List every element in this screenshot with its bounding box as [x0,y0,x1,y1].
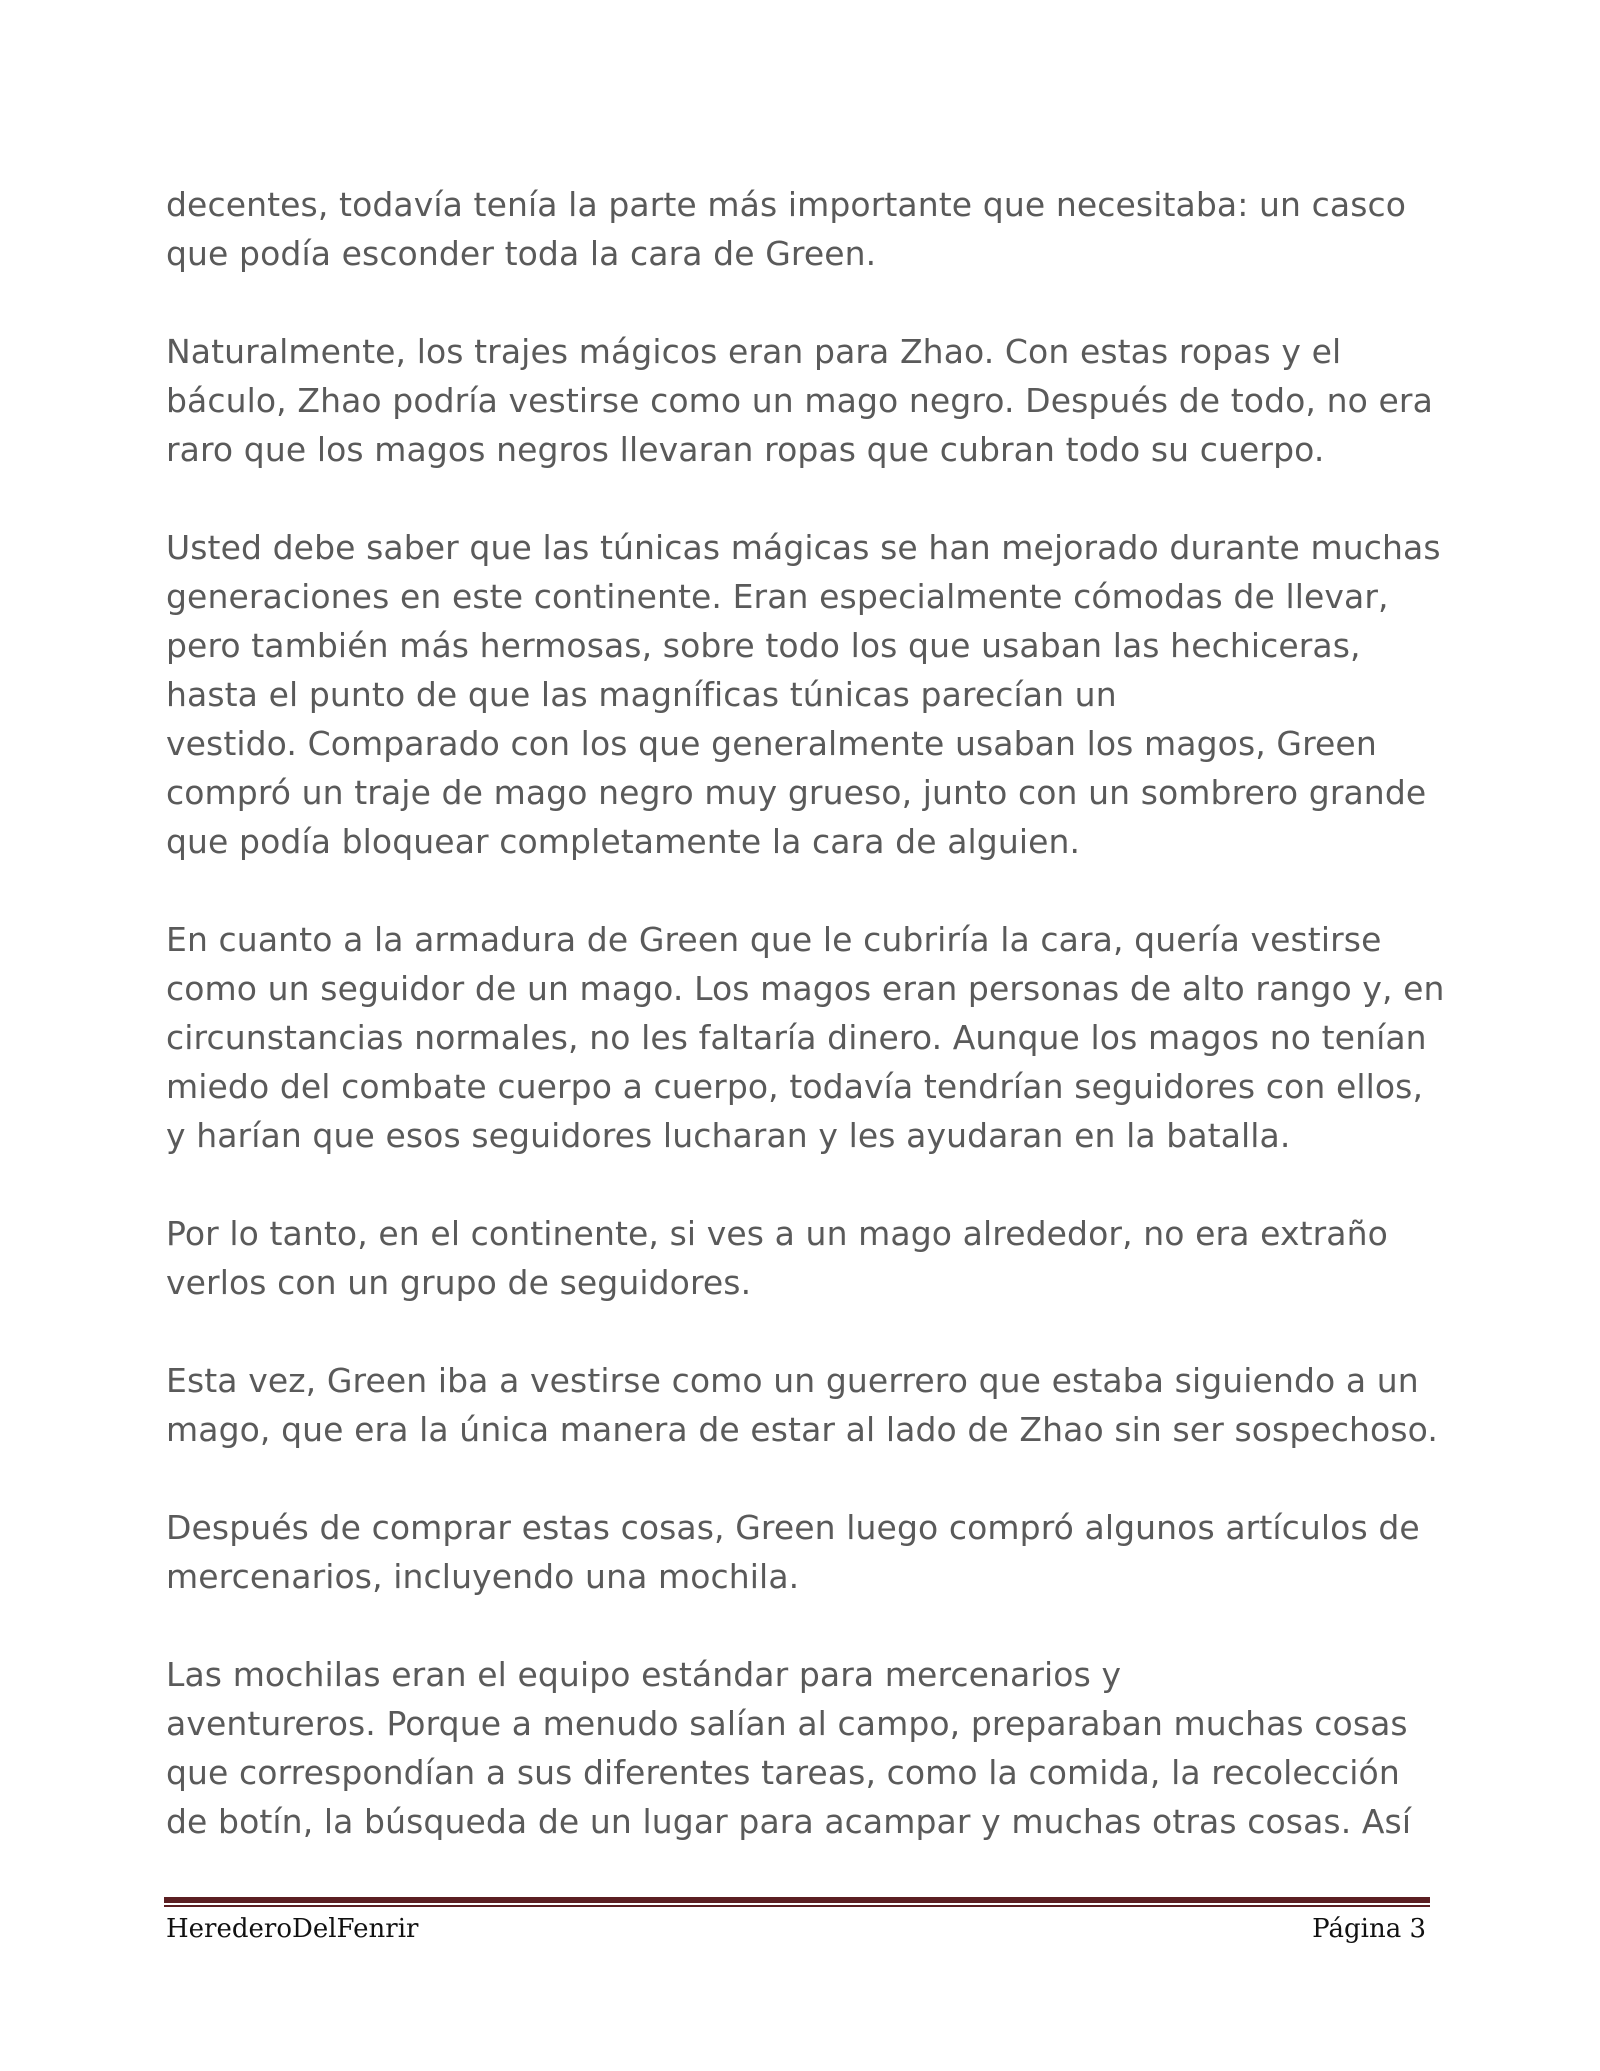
text-line: vestido. Comparado con los que generalmente usaban los magos, Green [166,724,1377,763]
text-line: Por lo tanto, en el continente, si ves a un mago alrededor, no era extraño [166,1214,1388,1253]
text-line: En cuanto a la armadura de Green que le cubriría la cara, quería vestirse [166,920,1382,959]
text-line: mercenarios, incluyendo una mochila. [166,1557,800,1596]
text-line: aventureros. Porque a menudo salían al campo, preparaban muchas cosas [166,1704,1408,1743]
text-line: Las mochilas eran el equipo estándar para mercenarios y [166,1655,1122,1694]
text-line: compró un traje de mago negro muy grueso, junto con un sombrero grande [166,773,1427,812]
text-line: que podía bloquear completamente la cara de alguien. [166,822,1081,861]
paragraph-6 [166,1356,1436,1454]
paragraph-3 [166,523,1441,866]
text-line: como un seguidor de un mago. Los magos eran personas de alto rango y, en [166,969,1445,1008]
text-line: verlos con un grupo de seguidores. [166,1263,752,1302]
text-line: Esta vez, Green iba a vestirse como un guerrero que estaba siguiendo a un [166,1361,1419,1400]
paragraph-4 [166,915,1445,1160]
page-body [166,180,1445,1895]
text-line: Usted debe saber que las túnicas mágicas se han mejorado durante muchas [166,528,1441,567]
text-line: mago, que era la única manera de estar al lado de Zhao sin ser sospechoso. [166,1410,1438,1449]
text-line: Después de comprar estas cosas, Green luego compró algunos artículos de [166,1508,1420,1547]
text-line: raro que los magos negros llevaran ropas que cubran todo su cuerpo. [166,430,1325,469]
text-line: báculo, Zhao podría vestirse como un mago negro. Después de todo, no era [166,381,1433,420]
paragraph-8 [166,1650,1436,1846]
text-line: decentes, todavía tenía la parte más importante que necesitaba: un casco [166,185,1407,224]
text-line: generaciones en este continente. Eran especialmente cómodas de llevar, [166,577,1389,616]
text-line: que podía esconder toda la cara de Green. [166,234,877,273]
text-line: de botín, la búsqueda de un lugar para acampar y muchas otras cosas. Así [166,1802,1412,1841]
footer-page-number: Página 3 [1312,1914,1426,1944]
footer-divider-thin [164,1905,1430,1907]
paragraph-1 [166,180,1436,278]
paragraph-2 [166,327,1436,474]
text-line: y harían que esos seguidores lucharan y les ayudaran en la batalla. [166,1116,1291,1155]
text-line: circunstancias normales, no les faltaría dinero. Aunque los magos no tenían [166,1018,1427,1057]
text-line: que correspondían a sus diferentes tareas, como la comida, la recolección [166,1753,1400,1792]
footer-author: HerederoDelFenrir [166,1914,419,1944]
text-line: Naturalmente, los trajes mágicos eran para Zhao. Con estas ropas y el [166,332,1342,371]
text-line: miedo del combate cuerpo a cuerpo, todavía tendrían seguidores con ellos, [166,1067,1424,1106]
paragraph-7 [166,1503,1436,1601]
paragraph-5 [166,1209,1436,1307]
text-line: hasta el punto de que las magníficas túnicas parecían un [166,675,1117,714]
footer-divider-thick [164,1897,1430,1903]
text-line: pero también más hermosas, sobre todo los que usaban las hechiceras, [166,626,1361,665]
footer-divider [164,1897,1430,1907]
